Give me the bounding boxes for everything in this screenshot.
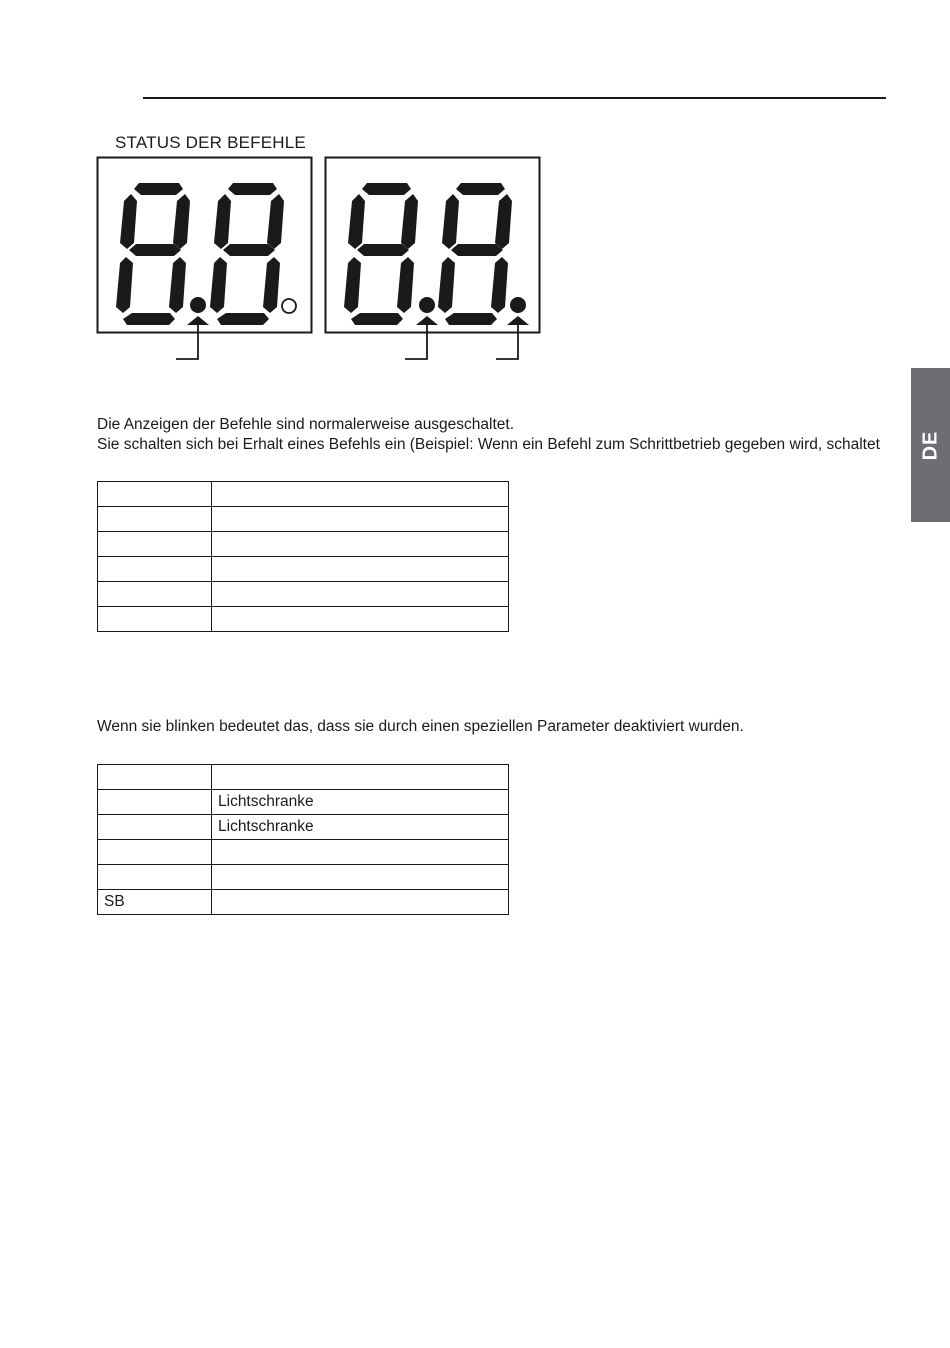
table-cell [98, 607, 212, 632]
table-cell [98, 865, 212, 890]
table-cell [98, 815, 212, 840]
right-digit-2 [438, 183, 512, 325]
left-digit-1 [116, 183, 190, 325]
table-cell [98, 582, 212, 607]
commands-table-1 [97, 481, 509, 632]
left-decimal-dot-1 [190, 297, 206, 313]
table-row [98, 890, 509, 915]
table-cell [212, 507, 509, 532]
table-cell [212, 557, 509, 582]
commands-table-2 [97, 764, 509, 915]
arrow-pointer-1 [176, 316, 209, 359]
table-cell [212, 482, 509, 507]
table-row [98, 765, 509, 790]
table-cell [212, 607, 509, 632]
right-decimal-dot-2 [510, 297, 526, 313]
table-row [98, 557, 509, 582]
paragraph-blinking: Wenn sie blinken bedeutet das, dass sie durch einen speziellen Parameter deaktiviert wurden. [97, 718, 744, 735]
table-row [98, 865, 509, 890]
paragraph-commands-off: Die Anzeigen der Befehle sind normalerweise ausgeschaltet. [97, 416, 515, 433]
table-cell [212, 890, 509, 915]
table-cell [98, 507, 212, 532]
section-title: STATUS DER BEFEHLE [115, 133, 306, 152]
table-cell [98, 840, 212, 865]
language-tab [911, 368, 950, 522]
table-cell [98, 532, 212, 557]
table-cell [212, 865, 509, 890]
table-cell [98, 482, 212, 507]
table-row [98, 815, 509, 840]
language-tab-label: DE [918, 430, 941, 460]
table-cell: Lichtschranke [212, 815, 509, 840]
left-decimal-dot-2 [282, 299, 296, 313]
arrow-pointer-3 [496, 316, 529, 359]
right-digit-1 [344, 183, 418, 325]
table-row [98, 582, 509, 607]
seven-segment-display-figure [0, 0, 950, 380]
table-cell [212, 582, 509, 607]
paragraph-commands-on: Sie schalten sich bei Erhalt eines Befehls ein (Beispiel: Wenn ein Befehl zum Schrittbetrieb gegeben wird, schaltet [97, 436, 880, 453]
table-cell [212, 765, 509, 790]
table-cell: SB [98, 890, 212, 915]
table-cell [98, 557, 212, 582]
table-row [98, 532, 509, 557]
table-row [98, 482, 509, 507]
table-row [98, 607, 509, 632]
left-digit-2 [210, 183, 284, 325]
table-row [98, 840, 509, 865]
table-cell [98, 765, 212, 790]
table-row [98, 790, 509, 815]
table-cell [98, 790, 212, 815]
table-cell [212, 840, 509, 865]
table-row [98, 507, 509, 532]
arrow-pointer-2 [405, 316, 438, 359]
right-decimal-dot-1 [419, 297, 435, 313]
table-cell [212, 532, 509, 557]
table-cell: Lichtschranke [212, 790, 509, 815]
